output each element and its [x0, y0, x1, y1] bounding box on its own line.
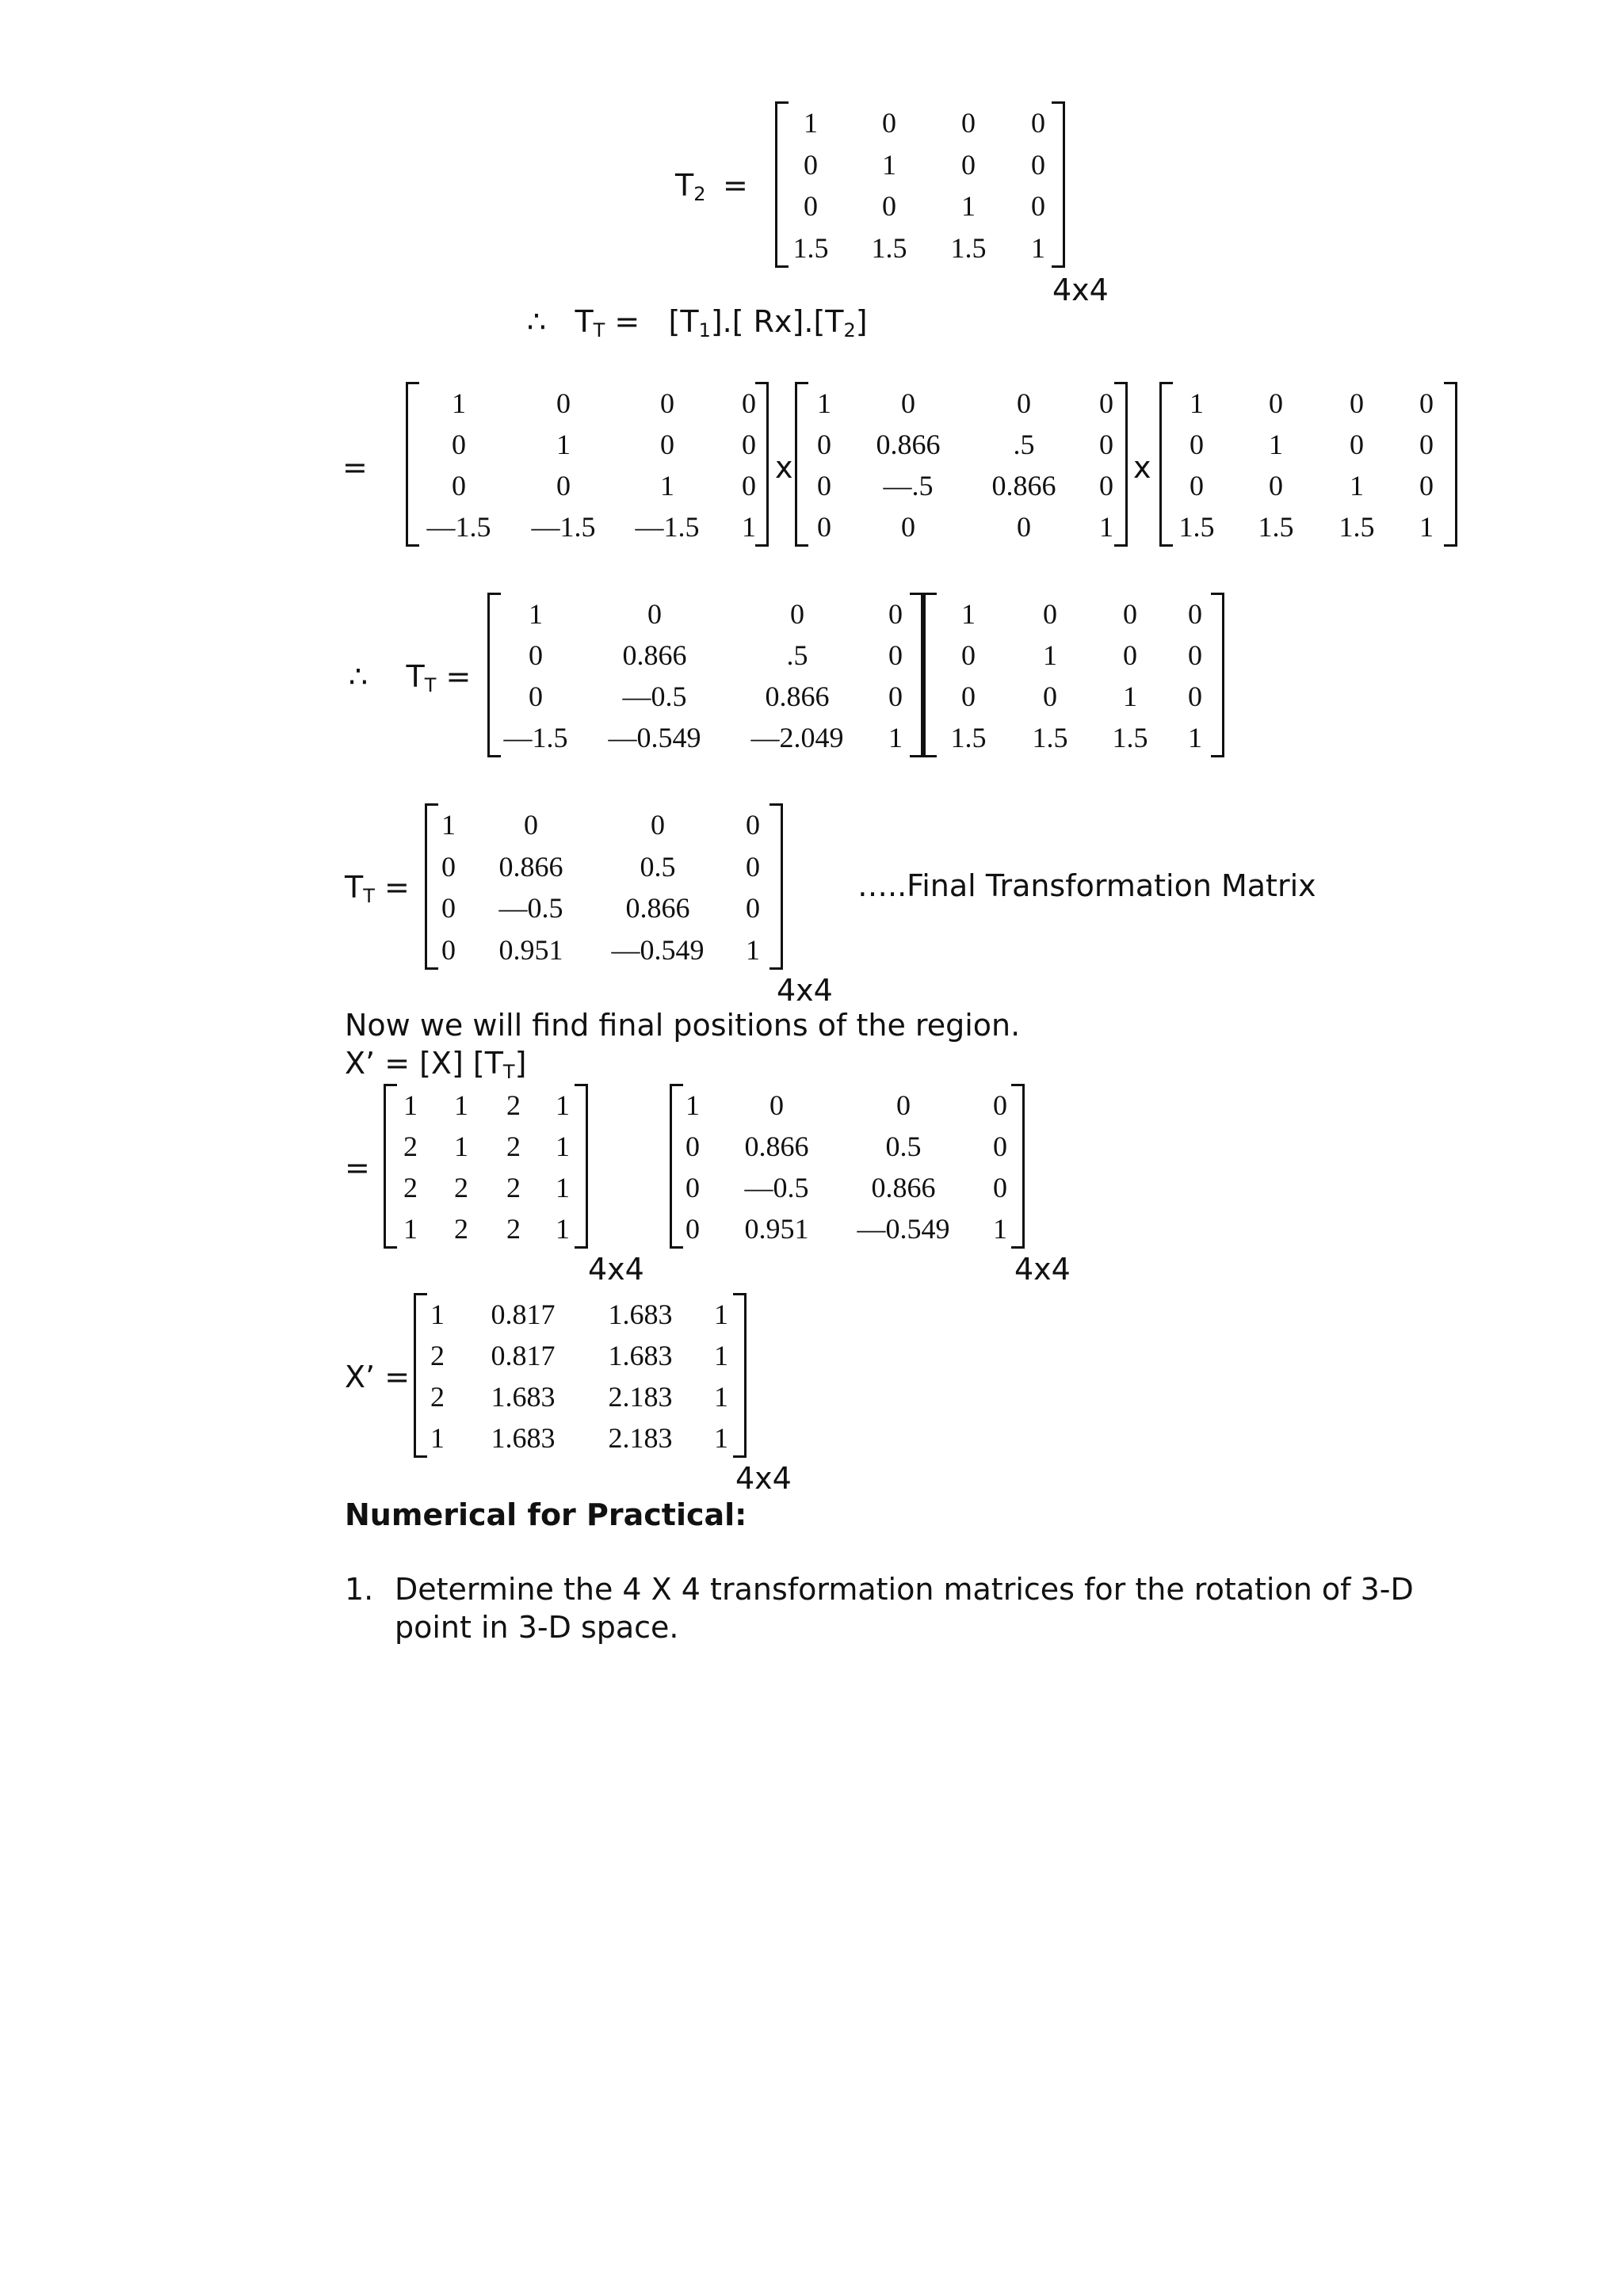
- matrix-cell: 0: [685, 1131, 700, 1162]
- tt-matrix-dimension: 4x4: [1014, 1252, 1071, 1287]
- matrix-cell: —0.5: [498, 892, 563, 924]
- practical-item-line-1: Determine the 4 X 4 transformation matrices for the rotation of 3-D: [395, 1572, 1414, 1607]
- matrix-cell: 1: [454, 1089, 468, 1121]
- matrix-cell: 1: [1031, 231, 1045, 264]
- matrix-cell: —0.549: [857, 1213, 950, 1245]
- matrix-cell: 0.817: [491, 1299, 556, 1330]
- matrix-cell: 0: [1123, 639, 1137, 671]
- matrix-cell: 0: [1190, 470, 1204, 502]
- matrix-cell: 1: [1123, 681, 1137, 712]
- t2-dimension: 4x4: [1052, 273, 1109, 307]
- practical-heading: Numerical for Practical:: [345, 1497, 747, 1532]
- matrix-cell: 0: [1123, 598, 1137, 630]
- t2-label: $T_2$: [675, 168, 706, 205]
- matrix-cell: 2.183: [608, 1422, 673, 1454]
- x-result-matrix: [414, 1293, 747, 1458]
- matrix-cell: 0: [769, 1089, 784, 1121]
- matrix-cell: 1: [403, 1213, 418, 1245]
- tt-final-dimension: 4x4: [777, 973, 833, 1008]
- matrix-cell: 0: [1419, 470, 1434, 502]
- matrix-cell: 0: [817, 470, 831, 502]
- matrix-cell: 0: [742, 470, 756, 502]
- matrix-cell: 0: [901, 387, 915, 419]
- right-bracket: [1052, 101, 1065, 268]
- matrix-cell: 0: [1031, 107, 1045, 139]
- product-times-2: x: [1133, 450, 1151, 485]
- matrix-cell: 1.5: [1338, 511, 1375, 543]
- matrix-cell: 1.5: [871, 231, 907, 264]
- matrix-cell: —.5: [883, 470, 934, 502]
- matrix-cell: 1.5: [950, 722, 987, 753]
- practical-item-line-2: point in 3-D space.: [395, 1610, 679, 1645]
- matrix-cell: 1: [556, 429, 571, 460]
- matrix-cell: 0: [1043, 681, 1057, 712]
- matrix-cell: —0.549: [608, 722, 701, 753]
- matrix-cell: 0: [817, 511, 831, 543]
- matrix-cell: 1: [1043, 639, 1057, 671]
- matrix-cell: 1: [430, 1299, 445, 1330]
- matrix-cell: 0: [452, 470, 466, 502]
- left-bracket: [923, 593, 937, 757]
- x-result-label: X’ =: [345, 1360, 411, 1394]
- product-matrix-2: [795, 382, 1128, 547]
- matrix-cell: 1: [1190, 387, 1204, 419]
- matrix-cell: 1.683: [608, 1340, 673, 1371]
- matrix-cell: 2: [403, 1172, 418, 1203]
- right-bracket: [1444, 382, 1457, 547]
- matrix-cell: 0: [1188, 639, 1202, 671]
- matrix-cell: 0: [1350, 429, 1364, 460]
- right-bracket: [910, 593, 923, 757]
- matrix-cell: 0: [1031, 190, 1045, 222]
- matrix-cell: 0: [1017, 387, 1031, 419]
- matrix-cell: 1: [430, 1422, 445, 1454]
- matrix-cell: 2: [506, 1172, 521, 1203]
- matrix-cell: 1: [403, 1089, 418, 1121]
- right-bracket: [1114, 382, 1128, 547]
- matrix-cell: 1: [452, 387, 466, 419]
- matrix-cell: 0: [556, 387, 571, 419]
- matrix-cell: 0.817: [491, 1340, 556, 1371]
- matrix-cell: 0: [441, 933, 456, 966]
- matrix-cell: 0: [746, 850, 760, 883]
- matrix-cell: 2: [506, 1213, 521, 1245]
- matrix-cell: —2.049: [750, 722, 844, 753]
- matrix-cell: 1: [660, 470, 674, 502]
- right-bracket: [1011, 1084, 1025, 1249]
- matrix-cell: 0: [1269, 387, 1283, 419]
- matrix-cell: 0: [1099, 470, 1113, 502]
- matrix-cell: 0: [452, 429, 466, 460]
- matrix-cell: 2: [430, 1381, 445, 1413]
- matrix-cell: 1: [714, 1299, 728, 1330]
- matrix-cell: 0: [1419, 387, 1434, 419]
- matrix-cell: 0: [647, 598, 662, 630]
- product-matrix-3: [1159, 382, 1457, 547]
- matrix-cell: 0: [961, 639, 976, 671]
- matrix-cell: 1: [556, 1089, 570, 1121]
- matrix-cell: 1: [714, 1381, 728, 1413]
- matrix-cell: 0: [1419, 429, 1434, 460]
- matrix-cell: 0.866: [744, 1131, 809, 1162]
- matrix-cell: 0: [882, 107, 896, 139]
- matrix-cell: 0: [1188, 598, 1202, 630]
- matrix-cell: 0.866: [871, 1172, 936, 1203]
- matrix-cell: 0: [1043, 598, 1057, 630]
- matrix-cell: 1: [742, 511, 756, 543]
- matrix-cell: 2: [454, 1213, 468, 1245]
- matrix-cell: 0: [888, 681, 903, 712]
- matrix-cell: 0: [1190, 429, 1204, 460]
- matrix-cell: 1: [1419, 511, 1434, 543]
- matrix-cell: 1.683: [491, 1422, 556, 1454]
- matrix-cell: 0.866: [498, 850, 563, 883]
- matrix-cell: 1: [714, 1340, 728, 1371]
- right-bracket: [769, 803, 783, 970]
- matrix-cell: 1: [961, 598, 976, 630]
- matrix-cell: .5: [1013, 429, 1035, 460]
- matrix-cell: 0: [441, 850, 456, 883]
- matrix-cell: —1.5: [426, 511, 491, 543]
- matrix-cell: 0: [685, 1172, 700, 1203]
- matrix-cell: 0: [529, 639, 543, 671]
- matrix-cell: 2: [506, 1131, 521, 1162]
- matrix-cell: 0: [1350, 387, 1364, 419]
- matrix-cell: 1: [888, 722, 903, 753]
- right-bracket: [755, 382, 769, 547]
- product-matrix-1: [406, 382, 769, 547]
- matrix-cell: 2: [403, 1131, 418, 1162]
- matrix-cell: 1: [804, 107, 818, 139]
- matrix-cell: .5: [786, 639, 808, 671]
- product-equals: =: [342, 450, 368, 485]
- matrix-cell: 0: [660, 387, 674, 419]
- matrix-cell: 0: [746, 892, 760, 924]
- matrix-cell: 1.5: [1112, 722, 1148, 753]
- matrix-cell: 0.5: [640, 850, 676, 883]
- matrix-cell: 0: [888, 639, 903, 671]
- matrix-cell: 1: [556, 1172, 570, 1203]
- matrix-cell: 0: [529, 681, 543, 712]
- therefore-symbol: ∴: [527, 304, 547, 339]
- matrix-cell: 0: [790, 598, 804, 630]
- matrix-cell: 0: [1099, 429, 1113, 460]
- matrix-cell: 2: [454, 1172, 468, 1203]
- tt-formula: ∴ $T_T$ = $[T_1]$.[ $Rx].[T_2]$: [527, 304, 868, 341]
- matrix-cell: 1: [454, 1131, 468, 1162]
- x-matrix-dimension: 4x4: [588, 1252, 644, 1287]
- tt-step-matrix-2: [923, 593, 1224, 757]
- tt-final-label: $T_T$ =: [345, 870, 410, 907]
- matrix-cell: 1.5: [792, 231, 829, 264]
- matrix-cell: 0.866: [991, 470, 1056, 502]
- matrix-cell: 2.183: [608, 1381, 673, 1413]
- right-bracket: [733, 1293, 747, 1458]
- therefore-symbol: ∴: [349, 659, 369, 694]
- matrix-cell: 1.683: [491, 1381, 556, 1413]
- matrix-cell: 1: [556, 1213, 570, 1245]
- matrix-cell: 0: [746, 809, 760, 841]
- product-times-1: x: [775, 450, 793, 485]
- matrix-cell: 1: [1269, 429, 1283, 460]
- matrix-cell: 0: [804, 190, 818, 222]
- matrix-cell: 0: [896, 1089, 911, 1121]
- matrix-cell: 0: [742, 429, 756, 460]
- matrix-cell: 1: [817, 387, 831, 419]
- matrix-cell: 1: [529, 598, 543, 630]
- matrix-cell: 1: [556, 1131, 570, 1162]
- matrix-cell: 0: [685, 1213, 700, 1245]
- matrix-cell: 0: [1017, 511, 1031, 543]
- tt-step-label: ∴ $T_T$ =: [349, 659, 472, 696]
- x-formula: X’ = [X] $[T_T]$: [345, 1046, 527, 1083]
- tt-matrix: [670, 1084, 1025, 1249]
- matrix-cell: —0.5: [622, 681, 687, 712]
- final-matrix-note: …..Final Transformation Matrix: [857, 868, 1316, 903]
- left-bracket: [425, 803, 438, 970]
- matrix-cell: 1: [961, 190, 976, 222]
- matrix-cell: 2: [506, 1089, 521, 1121]
- matrix-cell: 2: [430, 1340, 445, 1371]
- matrix-cell: 0: [961, 681, 976, 712]
- matrix-cell: 0: [888, 598, 903, 630]
- matrix-cell: 0: [1188, 681, 1202, 712]
- matrix-cell: 0: [817, 429, 831, 460]
- matrix-cell: 1.683: [608, 1299, 673, 1330]
- matrix-cell: —1.5: [531, 511, 596, 543]
- matrix-cell: —1.5: [635, 511, 700, 543]
- matrix-cell: 1.5: [1258, 511, 1294, 543]
- matrix-cell: 1.5: [1032, 722, 1068, 753]
- tt-step-matrix-1: [487, 593, 923, 757]
- matrix-cell: 0: [961, 148, 976, 181]
- matrix-cell: 0: [993, 1131, 1007, 1162]
- practical-item-number: 1.: [345, 1572, 374, 1607]
- matrix-cell: 0: [804, 148, 818, 181]
- matrix-cell: 0: [556, 470, 571, 502]
- matrix-cell: 0: [660, 429, 674, 460]
- matrix-cell: 1: [1099, 511, 1113, 543]
- right-bracket: [1211, 593, 1224, 757]
- matrix-cell: 1: [882, 148, 896, 181]
- matrix-cell: 0.951: [744, 1213, 809, 1245]
- matrix-cell: 0: [1099, 387, 1113, 419]
- matrix-cell: 0.866: [765, 681, 830, 712]
- matrix-cell: 1: [1350, 470, 1364, 502]
- matrix-cell: 0: [993, 1089, 1007, 1121]
- right-bracket: [575, 1084, 588, 1249]
- matrix-cell: 0.866: [625, 892, 690, 924]
- matrix-cell: 0: [441, 892, 456, 924]
- matrix-cell: 1: [441, 809, 456, 841]
- matrix-cell: 1.5: [1178, 511, 1215, 543]
- matrix-cell: 0: [651, 809, 665, 841]
- matrix-cell: 0.866: [876, 429, 941, 460]
- matrix-cell: 1.5: [950, 231, 987, 264]
- left-bracket: [487, 593, 501, 757]
- matrix-cell: 1: [685, 1089, 700, 1121]
- intro-text: Now we will find final positions of the region.: [345, 1008, 1021, 1043]
- tt-final-matrix: [425, 803, 783, 970]
- left-bracket: [384, 1084, 397, 1249]
- matrix-cell: 0.951: [498, 933, 563, 966]
- matrix-cell: 0: [882, 190, 896, 222]
- left-bracket: [414, 1293, 427, 1458]
- matrix-cell: —0.549: [611, 933, 705, 966]
- matrix-cell: 1: [1188, 722, 1202, 753]
- matrix-cell: 0: [524, 809, 538, 841]
- x-product-equals: =: [345, 1150, 370, 1185]
- matrix-cell: 0: [742, 387, 756, 419]
- t2-equals: =: [723, 168, 748, 203]
- matrix-cell: —1.5: [503, 722, 568, 753]
- matrix-cell: 0.5: [885, 1131, 922, 1162]
- matrix-cell: 0: [901, 511, 915, 543]
- matrix-cell: 1: [746, 933, 760, 966]
- x-result-dimension: 4x4: [735, 1461, 792, 1496]
- matrix-cell: 0.866: [622, 639, 687, 671]
- x-matrix: [384, 1084, 588, 1249]
- left-bracket: [406, 382, 419, 547]
- matrix-cell: 1: [993, 1213, 1007, 1245]
- matrix-cell: —0.5: [744, 1172, 809, 1203]
- matrix-cell: 1: [714, 1422, 728, 1454]
- left-bracket: [795, 382, 808, 547]
- t2-matrix: [775, 101, 1065, 268]
- left-bracket: [1159, 382, 1173, 547]
- left-bracket: [670, 1084, 683, 1249]
- matrix-cell: 0: [993, 1172, 1007, 1203]
- matrix-cell: 0: [1031, 148, 1045, 181]
- matrix-cell: 0: [1269, 470, 1283, 502]
- left-bracket: [775, 101, 789, 268]
- matrix-cell: 0: [961, 107, 976, 139]
